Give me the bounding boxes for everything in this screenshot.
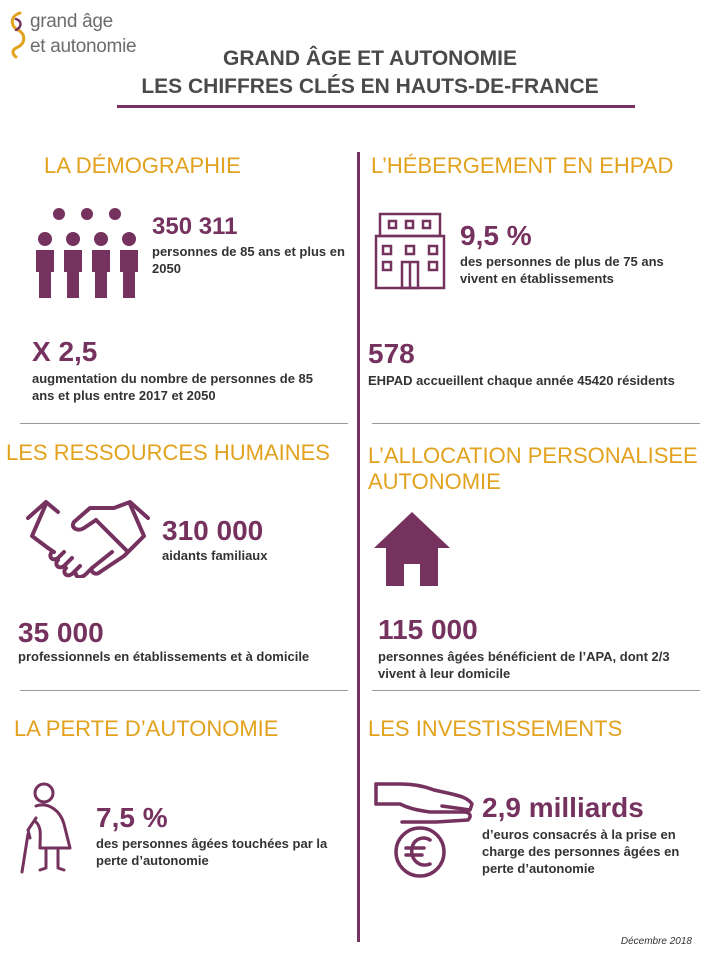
ressources-stat1-desc: aidants familiaux xyxy=(162,548,268,563)
hand-euro-icon xyxy=(372,780,476,880)
investissements-stat1-desc: d’euros consacrés à la prise en charge des personnes âgées en perte d’autonomie xyxy=(482,827,680,876)
allocation-stat1-desc: personnes âgées bénéficient de l’APA, dont 2/3 vivent à leur domicile xyxy=(378,649,670,681)
logo-text-line1: grand âge xyxy=(30,11,113,32)
column-divider xyxy=(357,152,360,942)
demographie-stat1-desc: personnes de 85 ans et plus en 2050 xyxy=(152,244,345,276)
ressources-stat2-value: 35 000 xyxy=(18,617,104,648)
perte-stat1-value: 7,5 % xyxy=(96,802,168,833)
handshake-icon xyxy=(24,496,152,578)
allocation-stat1-value: 115 000 xyxy=(378,614,478,645)
perte-stat1-desc: des personnes âgées touchées par la perte d’autonomie xyxy=(96,836,328,868)
section-title-allocation-line1: L’ALLOCATION PERSONALISEE xyxy=(368,443,698,468)
demographie-stat1-value: 350 311 xyxy=(152,213,238,240)
footer-date: Décembre 2018 xyxy=(620,936,692,947)
divider-left-2 xyxy=(20,690,348,691)
building-icon xyxy=(372,210,448,290)
hebergement-stat2-value: 578 xyxy=(368,338,415,369)
section-title-perte: LA PERTE D’AUTONOMIE xyxy=(14,716,279,741)
divider-right-1 xyxy=(372,423,700,424)
page-title-line1: GRAND ÂGE ET AUTONOMIE xyxy=(222,47,517,70)
demographie-stat2-value: X 2,5 xyxy=(32,336,98,367)
hebergement-stat1-value: 9,5 % xyxy=(460,220,532,251)
section-title-hebergement: L’HÉBERGEMENT EN EHPAD xyxy=(371,153,674,178)
section-title-demographie: LA DÉMOGRAPHIE xyxy=(44,153,241,178)
logo-mark-icon xyxy=(8,10,28,60)
section-title-investissements: LES INVESTISSEMENTS xyxy=(368,716,623,741)
people-group-icon xyxy=(32,206,142,300)
section-title-ressources: LES RESSOURCES HUMAINES xyxy=(6,440,330,465)
elderly-person-icon xyxy=(14,782,76,874)
section-title-allocation-line2: AUTONOMIE xyxy=(368,469,501,494)
divider-right-2 xyxy=(372,690,700,691)
house-icon xyxy=(372,508,452,588)
demographie-stat2-desc: augmentation du nombre de personnes de 85 ans et plus entre 2017 et 2050 xyxy=(32,371,313,403)
hebergement-stat1-desc: des personnes de plus de 75 ans vivent en établissements xyxy=(460,254,664,286)
title-underline xyxy=(117,105,635,108)
logo-text-line2: et autonomie xyxy=(30,36,137,57)
hebergement-stat2-desc: EHPAD accueillent chaque année 45420 résidents xyxy=(368,373,675,388)
divider-left-1 xyxy=(20,423,348,424)
ressources-stat2-desc: professionnels en établissements et à domicile xyxy=(18,649,310,664)
page-title-line2: LES CHIFFRES CLÉS EN HAUTS-DE-FRANCE xyxy=(141,75,599,98)
investissements-stat1-value: 2,9 milliards xyxy=(482,792,644,823)
ressources-stat1-value: 310 000 xyxy=(162,515,264,546)
